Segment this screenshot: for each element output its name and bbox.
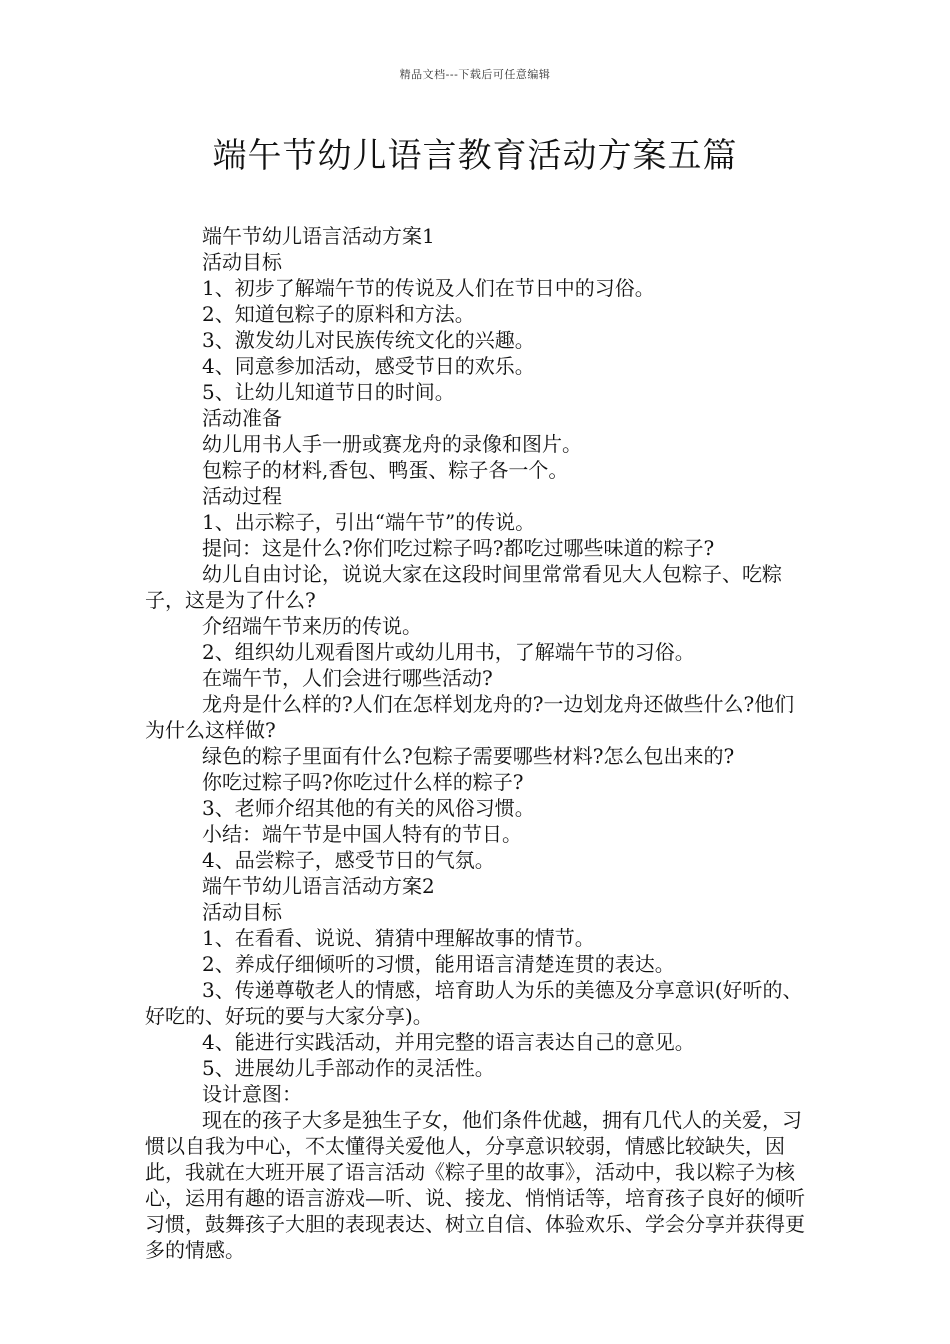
body-paragraph: 4、同意参加活动，感受节日的欢乐。 bbox=[202, 354, 535, 378]
body-paragraph: 活动目标 bbox=[202, 250, 282, 274]
body-paragraph: 2、组织幼儿观看图片或幼儿用书，了解端午节的习俗。 bbox=[202, 640, 695, 664]
body-paragraph: 1、在看看、说说、猜猜中理解故事的情节。 bbox=[202, 926, 595, 950]
body-paragraph: 幼儿用书人手一册或赛龙舟的录像和图片。 bbox=[202, 432, 582, 456]
body-paragraph: 5、让幼儿知道节日的时间。 bbox=[202, 380, 455, 404]
body-paragraph: 端午节幼儿语言活动方案2 bbox=[202, 874, 435, 898]
body-paragraph: 活动过程 bbox=[202, 484, 282, 508]
body-paragraph: 3、传递尊敬老人的情感，培育助人为乐的美德及分享意识(好听的、好吃的、好玩的要与大家分享)。 bbox=[145, 978, 803, 1028]
body-paragraph: 3、激发幼儿对民族传统文化的兴趣。 bbox=[202, 328, 535, 352]
body-paragraph: 4、品尝粽子，感受节日的气氛。 bbox=[202, 848, 495, 872]
body-paragraph: 幼儿自由讨论，说说大家在这段时间里常常看见大人包粽子、吃粽子，这是为了什么? bbox=[145, 562, 782, 612]
body-paragraph: 3、老师介绍其他的有关的风俗习惯。 bbox=[202, 796, 535, 820]
body-paragraph: 1、初步了解端午节的传说及人们在节日中的习俗。 bbox=[202, 276, 655, 300]
body-paragraph: 4、能进行实践活动，并用完整的语言表达自己的意见。 bbox=[202, 1030, 695, 1054]
body-paragraph: 2、知道包粽子的原料和方法。 bbox=[202, 302, 475, 326]
body-paragraph: 1、出示粽子，引出“端午节”的传说。 bbox=[202, 510, 536, 534]
document-title: 端午节幼儿语言教育活动方案五篇 bbox=[212, 136, 738, 176]
body-paragraph: 小结：端午节是中国人特有的节日。 bbox=[202, 822, 522, 846]
body-paragraph: 活动准备 bbox=[202, 406, 282, 430]
body-paragraph: 5、进展幼儿手部动作的灵活性。 bbox=[202, 1056, 495, 1080]
body-paragraph: 龙舟是什么样的?人们在怎样划龙舟的?一边划龙舟还做些什么?他们为什么这样做? bbox=[145, 692, 795, 742]
body-paragraph: 介绍端午节来历的传说。 bbox=[202, 614, 422, 638]
body-paragraph: 2、养成仔细倾听的习惯，能用语言清楚连贯的表达。 bbox=[202, 952, 675, 976]
body-paragraph: 你吃过粽子吗?你吃过什么样的粽子? bbox=[202, 770, 524, 794]
body-paragraph: 在端午节，人们会进行哪些活动? bbox=[202, 666, 493, 690]
body-paragraph: 包粽子的材料,香包、鸭蛋、粽子各一个。 bbox=[202, 458, 569, 482]
body-paragraph: 提问：这是什么?你们吃过粽子吗?都吃过哪些味道的粽子? bbox=[202, 536, 715, 560]
body-paragraph: 活动目标 bbox=[202, 900, 282, 924]
body-paragraph: 现在的孩子大多是独生子女，他们条件优越，拥有几代人的关爱，习惯以自我为中心，不太懂得关爱他人，分享意识较弱，情感比较缺失，因此，我就在大班开展了语言活动《粽子里的故事》，活动中，我以粽子为核心，运用有趣的语言游戏—听、说、接龙、悄悄话等，培育孩子良好的倾听习惯，鼓舞孩子大胆的表现表达、树立自信、体验欢乐、学会分享并获得更多的情感。 bbox=[145, 1108, 805, 1262]
document-body bbox=[145, 223, 810, 1263]
header-note: 精品文档---下载后可任意编辑 bbox=[399, 68, 551, 81]
body-paragraph: 绿色的粽子里面有什么?包粽子需要哪些材料?怎么包出来的? bbox=[202, 744, 735, 768]
body-paragraph: 端午节幼儿语言活动方案1 bbox=[202, 224, 435, 248]
body-paragraph: 设计意图： bbox=[202, 1082, 302, 1106]
